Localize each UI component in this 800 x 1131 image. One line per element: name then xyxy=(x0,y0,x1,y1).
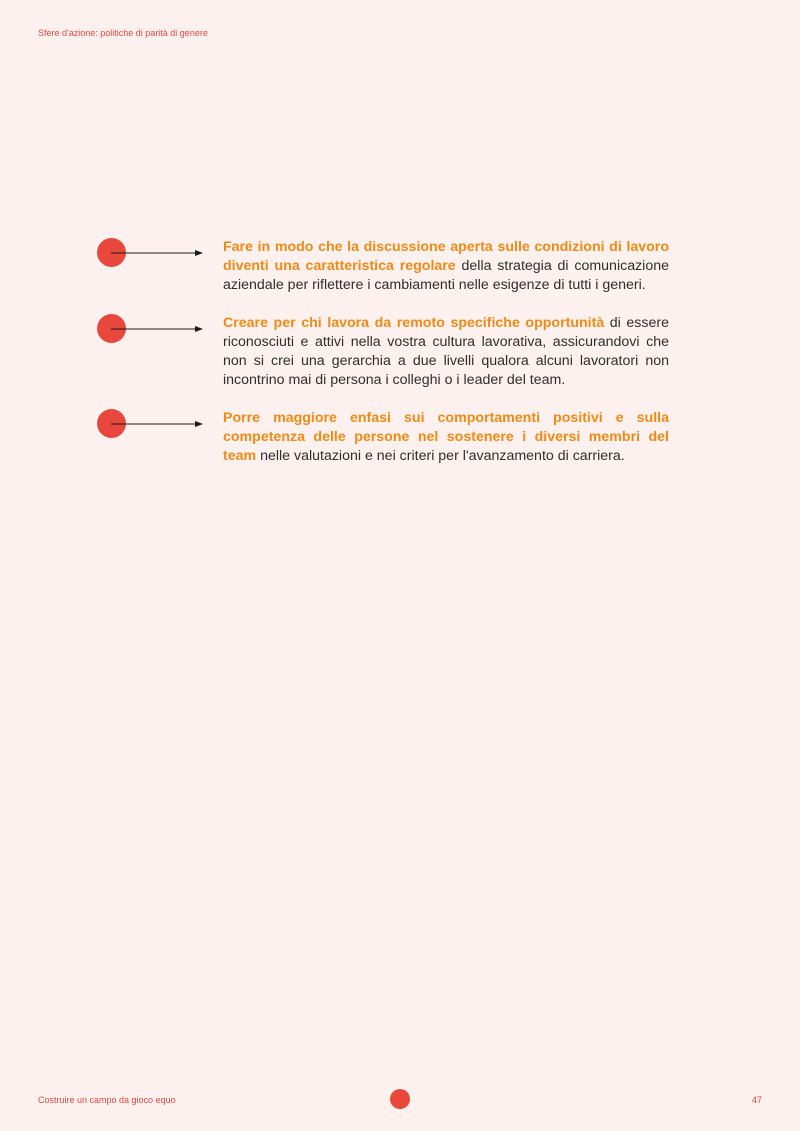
action-item-body: nelle valutazioni e nei criteri per l'avanzamento di carriera. xyxy=(256,448,625,464)
action-item-highlight: Porre maggiore enfasi sui comportamenti positivi e sulla competenza delle persone nel sostenere i diversi membri del team xyxy=(223,410,669,464)
action-item-text xyxy=(223,314,669,390)
arrow-right-icon xyxy=(111,248,203,258)
action-item-body: della strategia di comunicazione aziendale per riflettere i cambiamenti nelle esigenze di tutti i generi. xyxy=(223,258,670,293)
red-circle-icon xyxy=(390,1089,410,1109)
action-item-highlight: Creare per chi lavora da remoto specifiche opportunità xyxy=(223,315,605,331)
page-number: 47 xyxy=(751,1095,762,1105)
arrow-right-icon xyxy=(111,324,203,334)
action-item-highlight: Fare in modo che la discussione aperta sulle condizioni di lavoro diventi una caratteristica regolare xyxy=(223,239,669,274)
section-header: Sfere d'azione: politiche di parità di genere xyxy=(38,28,208,38)
action-item-text xyxy=(223,409,669,466)
footer-document-title: Costruire un campo da gioco equo xyxy=(38,1095,176,1105)
action-item-text xyxy=(223,238,669,295)
arrow-right-icon xyxy=(111,419,203,429)
action-item-body: di essere riconosciuti e attivi nella vostra cultura lavorativa, assicurandovi che non si crei una gerarchia a due livelli qualora alcuni lavoratori non incontrino mai di persona i colleghi o i leader del team. xyxy=(223,315,669,388)
